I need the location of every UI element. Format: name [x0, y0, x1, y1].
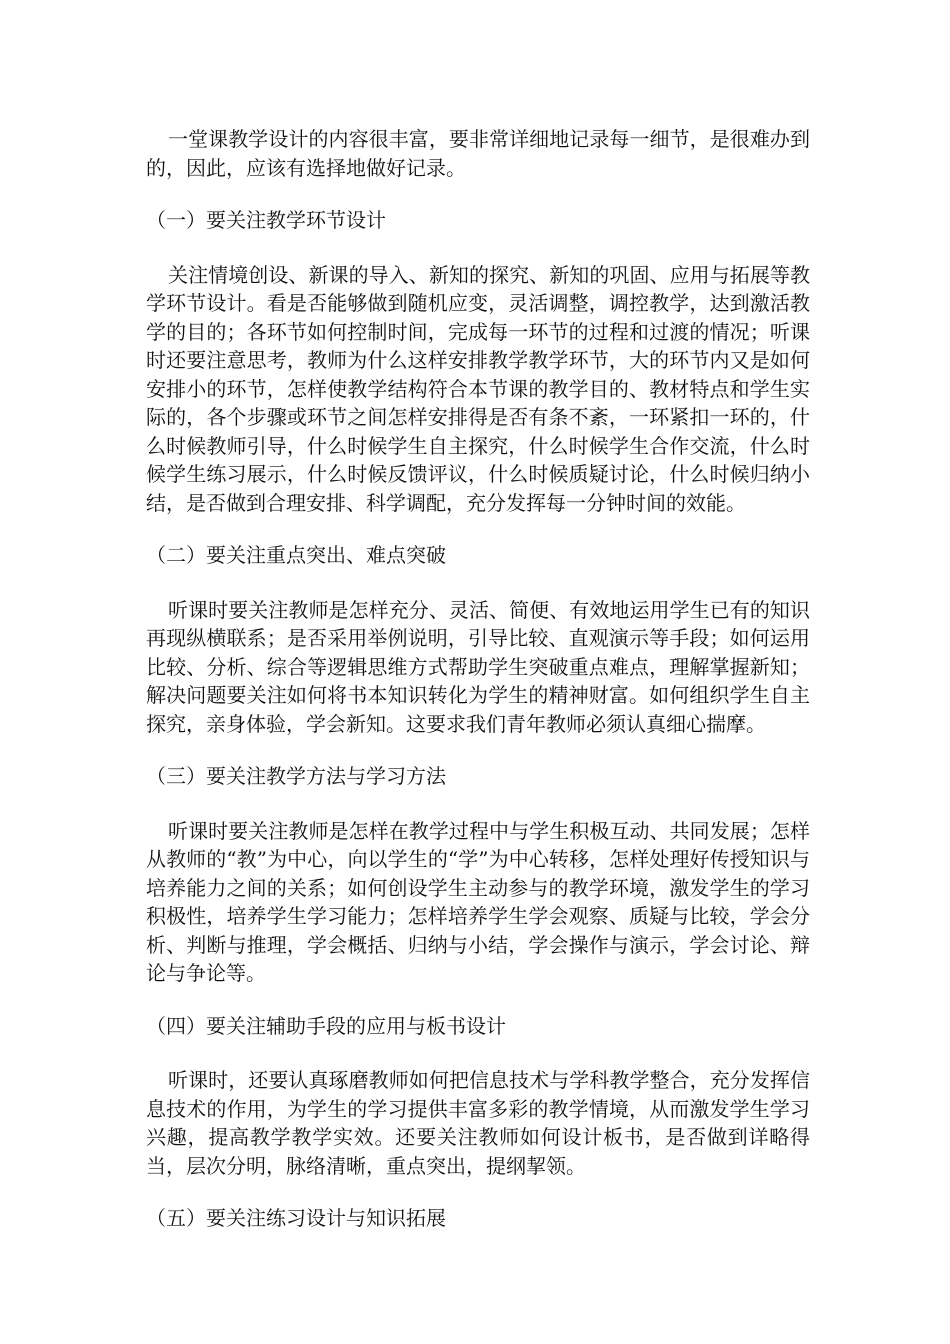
document-page — [146, 125, 810, 1233]
section-body-2: 听课时要关注教师是怎样充分、灵活、简便、有效地运用学生已有的知识再现纵横联系；是否采用举例说明，引导比较、直观演示等手段；如何运用比较、分析、综合等逻辑思维方式帮助学生突破重点难点，理解掌握新知；解决问题要关注如何将书本知识转化为学生的精神财富。如何组织学生自主探究，亲身体验，学会新知。这要求我们青年教师必须认真细心揣摩。 — [146, 597, 810, 736]
section-heading-2: （二）要关注重点突出、难点突破 — [146, 543, 446, 567]
spacer — [146, 517, 810, 541]
spacer — [146, 738, 810, 762]
spacer — [146, 988, 810, 1012]
section-heading-5: （五）要关注练习设计与知识拓展 — [146, 1206, 446, 1230]
spacer — [146, 182, 810, 206]
spacer — [146, 570, 810, 596]
section-body-3: 听课时要关注教师是怎样在教学过程中与学生积极互动、共同发展；怎样从教师的“教”为中心，向以学生的“学”为中心转移，怎样处理好传授知识与培养能力之间的关系；如何创设学生主动参与的教学环境，激发学生的学习积极性，培养学生学习能力；怎样培养学生学会观察、质疑与比较，学会分析、判断与推理，学会概括、归纳与小结，学会操作与演示，学会讨论、辩论与争论等。 — [146, 818, 810, 985]
section-heading-3: （三）要关注教学方法与学习方法 — [146, 764, 446, 788]
spacer — [146, 791, 810, 817]
section-heading-4: （四）要关注辅助手段的应用与板书设计 — [146, 1013, 506, 1038]
section-heading-1: （一）要关注教学环节设计 — [146, 208, 386, 232]
spacer — [146, 1180, 810, 1204]
section-body-1: 关注情境创设、新课的导入、新知的探究、新知的巩固、应用与拓展等教学环节设计。看是否能够做到随机应变，灵活调整，调控教学，达到激活教学的目的；各环节如何控制时间，完成每一环节的过程和过渡的情况；听课时还要注意思考，教师为什么这样安排教学教学环节，大的环节内又是如何安排小的环节，怎样使教学结构符合本节课的教学目的、教材特点和学生实际的，各个步骤或环节之间怎样安排得是否有条不紊，一环紧扣一环的，什么时候教师引导，什么时候学生自主探究，什么时候学生合作交流，什么时候学生练习展示，什么时候反馈评议，什么时候质疑讨论，什么时候归纳小结，是否做到合理安排、科学调配，充分发挥每一分钟时间的效能。 — [146, 262, 810, 515]
spacer — [146, 235, 810, 261]
spacer — [146, 1040, 810, 1066]
section-body-4: 听课时，还要认真琢磨教师如何把信息技术与学科教学整合，充分发挥信息技术的作用，为学生的学习提供丰富多彩的教学情境，从而激发学生学习兴趣，提高教学教学实效。还要关注教师如何设计板书，是否做到详略得当，层次分明，脉络清晰，重点突出，提纲挈领。 — [146, 1068, 810, 1178]
intro-paragraph: 一堂课教学设计的内容很丰富，要非常详细地记录每一细节，是很难办到的，因此，应该有选择地做好记录。 — [146, 127, 810, 180]
